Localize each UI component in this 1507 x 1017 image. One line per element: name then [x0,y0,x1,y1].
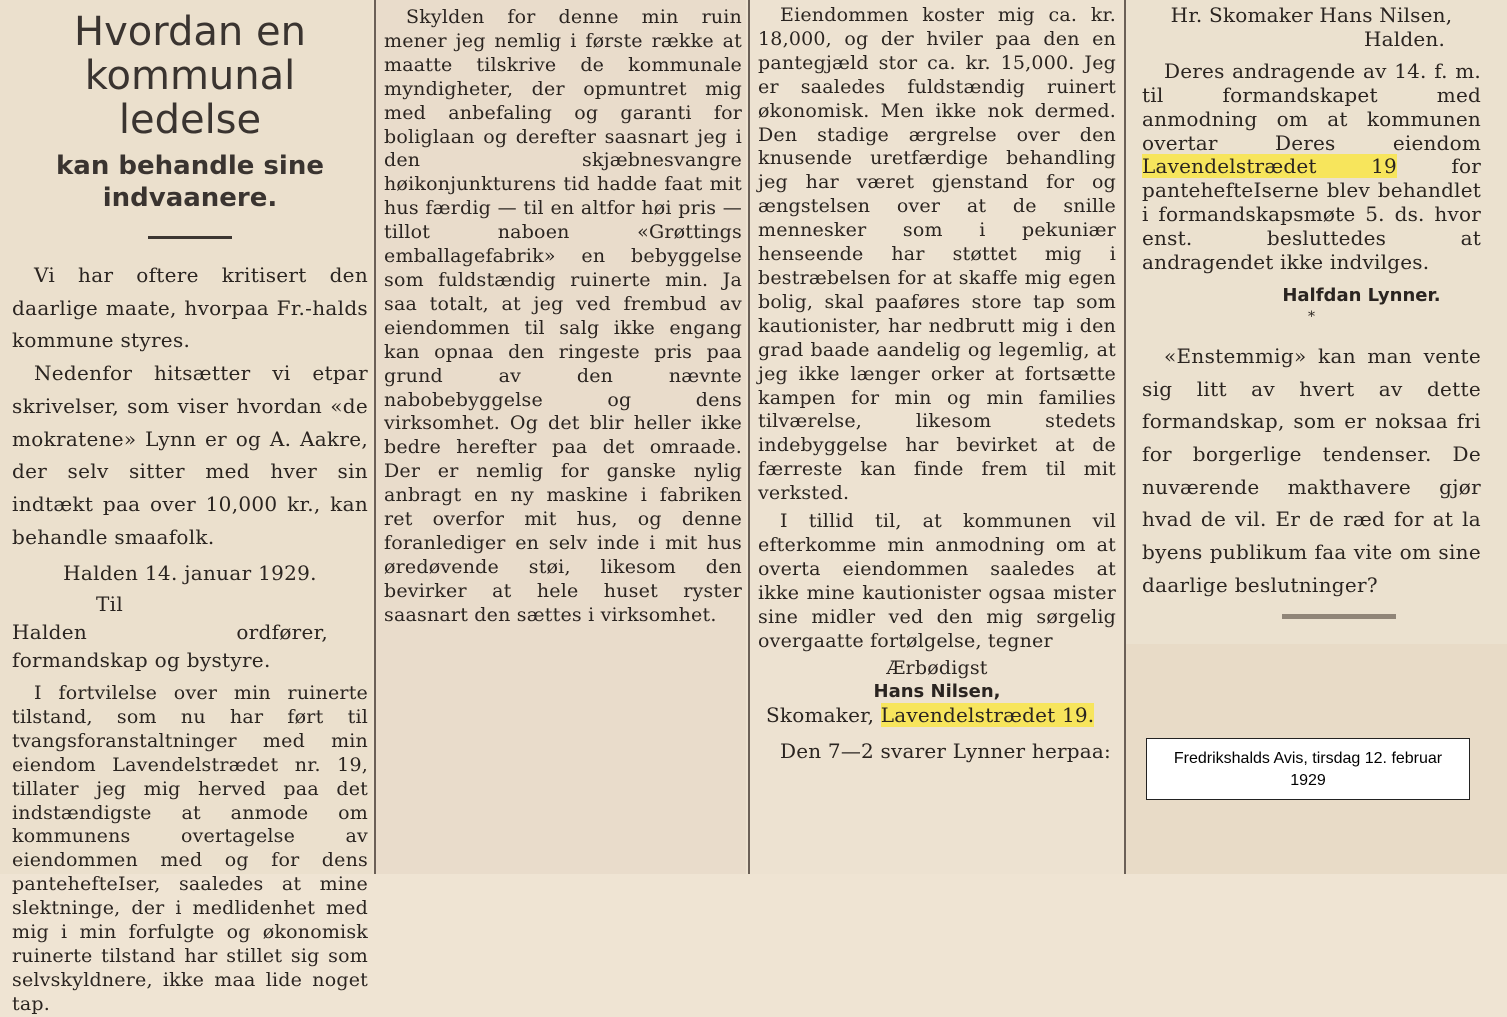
reply-text-before: Deres andragende av 14. f. m. til formandskapet med anmodning om at kommunen overtar Deres eiendom [1142,58,1481,155]
intro-paragraph-1: Vi har oftere kritisert den daarlige maate, hvorpaa Fr.-halds kommune styres. [12,263,368,353]
reply-signer: Halfdan Lynner. [1282,284,1441,306]
recipient: Halden ordfører, formandskap og bystyre. [12,620,328,673]
reply-text-after: for pantehefteIserne blev behandlet i formandskapsmøte 5. ds. hvor enst. besluttedes at andragendet ikke indvilges. [1142,154,1482,275]
editorial-comment: «Enstemmig» kan man vente sig litt av hvert av dette formandskap, som er noksaa fri for borgerlige tendenser. De nuværende makthavere gjør hvad de vil. Er de ræd for at la byens publikum faa vite om sine daarlige beslutninger? [1142,343,1481,597]
reply-addressee: Hr. Skomaker Hans Nilsen, [1170,3,1453,27]
separator-asterisk: * [1308,308,1316,325]
headline-line-3: ledelse [118,97,262,143]
letter-paragraph-4: I tillid til, at kommunen vil efterkomme min anmodning om at overta eiendommen saaledes at ikke mine kautionister ogsaa mister sine midler ved den mig sørgelig overgaatte fortølgelse, tegner [758,510,1116,652]
dateline: Halden 14. januar 1929. [63,561,317,586]
caption-line-2: 1929 [1290,772,1326,789]
reply-highlight: Lavendelstrædet 19 [1142,154,1397,179]
headline-line-2: kommunal [84,53,296,99]
subheadline-line-1: kan behandle sine [56,151,324,181]
column-4-content [1134,4,1493,619]
subheadline [12,150,368,214]
reply-text [1142,60,1481,275]
signer-title: Skomaker, [766,703,875,728]
intro-paragraph-2: Nedenfor hitsætter vi etpar skrivelser, som viser hvordan «de mokratene» Lynn er og A. Aakre, der selv sitter med hver sin indtækt paa over 10,000 kr., kan behandle smaafolk. [12,361,368,549]
end-rule [1282,614,1396,619]
closing: Ærbødigst [886,657,988,680]
column-1 [0,0,372,1015]
signer-address: Lavendelstrædet 19. [880,703,1095,728]
letter-paragraph-1: I fortvilelse over min ruinerte tilstand, som nu har ført til tvangsforanstaltninger med min eiendom Lavendelstrædet nr. 19, tillater jeg mig herved paa det indstændigste at anmode om kommunens overtagelse av eiendommen med og for dens pantehefteIser, saaledes at mine slektninge, der i medlidenhet med mig i min forfulgte og økonomisk ruinerte tilstand har stillet sig som selvskyldnere, ikke maa lide noget tap. [12,682,368,1015]
letter-paragraph-3: Eiendommen koster mig ca. kr. 18,000, og der hviler paa den en pantegjæld stor ca. kr. 15,000. Jeg er saaledes fuldstændig ruinert økonomisk. Men ikke nok dermed. Den stadige ærgrelse over den knusende uretfærdige behandling jeg har været gjenstand for og ængstelsen over at de snille mennesker som i pekuniær henseende har støttet mig i bestræbelsen for at skaffe mig egen bolig, skal paaføres store tap som kautionister, har nedbrutt mig i den grad baade aandelig og legemlig, at jeg ikke længer orker at fortsætte kampen for min og min families tilværelse, likesom stedets indebyggelse har bevirket at de færreste kan finde frem til mit verksted. [758,4,1116,505]
reply-intro: Den 7—2 svarer Lynner herpaa: [780,739,1111,764]
signer-name: Hans Nilsen, [873,681,1001,703]
column-3 [748,0,1122,874]
subheadline-line-2: indvaanere. [102,183,278,213]
reply-city: Halden. [1364,26,1446,51]
column-2 [374,0,746,874]
headline-line-1: Hvordan en [74,9,306,55]
headline-divider [148,236,232,239]
salutation-to: Til [96,592,124,617]
caption-line-1: Fredrikshalds Avis, tirsdag 12. februar [1173,750,1443,767]
letter-paragraph-2: Skylden for denne min ruin mener jeg nemlig i første række at maatte tilskrive de kommunale myndigheter, der opmuntret mig med anbefaling og garanti for boliglaan og derefter saasnart jeg i den skjæbnesvangre høikonjunkturens tid hadde faat mit hus færdig — til en altfor høi pris — tillot naboen «Grøttings emballagefabrik» en bebyggelse som fuldstændig ruinerte min. Ja saa totalt, at jeg ved frembud av eiendommen til salg ikke engang kan opnaa den ringeste pris paa grund av den nævnte nabobebyggelse og dens virksomhet. Og det blir heller ikke bedre herefter paa det omraade. Der er nemlig for ganske nylig anbragt en ny maskine i fabriken ret overfor mit hus, og denne foranlediger en selv inde i mit hus øredøvende støi, likesom den bevirker at hele huset ryster saasnart den sættes i virksomhet. [384,6,742,626]
headline [12,0,368,142]
signer-line [758,704,1116,728]
source-caption [1146,738,1470,800]
